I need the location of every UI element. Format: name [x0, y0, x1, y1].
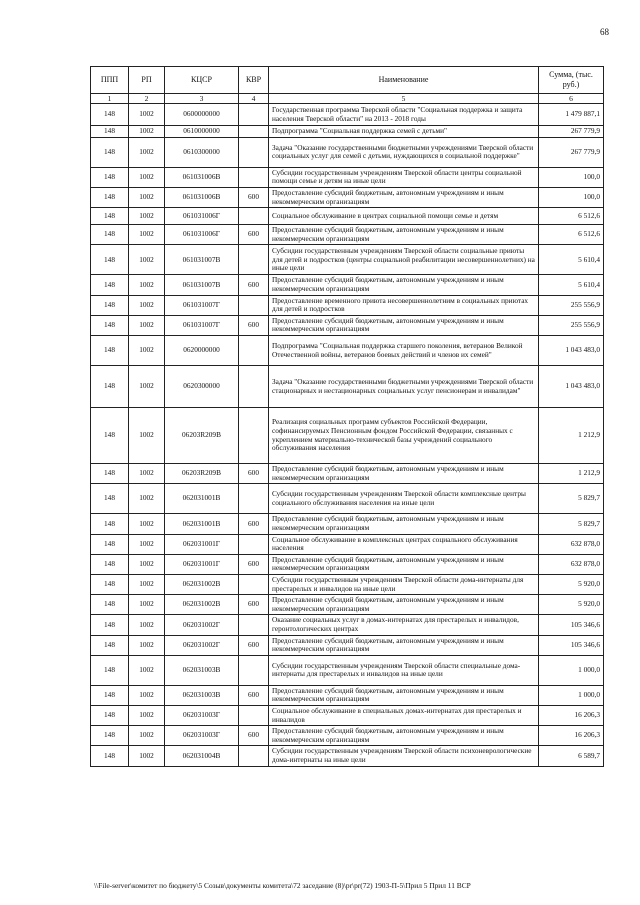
cell-kcsr: 0620000000 — [165, 336, 239, 366]
cell-kcsr: 061031006Г — [165, 208, 239, 225]
cell-kcsr: 062031003Г — [165, 726, 239, 746]
cell-kcsr: 061031007Г — [165, 315, 239, 335]
cell-name: Предоставление субсидий бюджетным, автономным учреждениям и иным некоммерческим организациям — [269, 275, 539, 295]
cell-kcsr: 062031003В — [165, 655, 239, 685]
column-number: 3 — [165, 94, 239, 104]
cell-sum: 16 206,3 — [539, 726, 604, 746]
cell-rp: 1002 — [129, 336, 165, 366]
cell-sum: 6 512,6 — [539, 225, 604, 245]
cell-kcsr: 062031001В — [165, 514, 239, 534]
cell-kvr: 600 — [239, 315, 269, 335]
cell-sum: 105 346,6 — [539, 635, 604, 655]
cell-kcsr: 062031002Г — [165, 615, 239, 635]
cell-rp: 1002 — [129, 137, 165, 167]
table-row — [91, 655, 604, 685]
cell-rp: 1002 — [129, 706, 165, 726]
column-number: 5 — [269, 94, 539, 104]
cell-kvr — [239, 126, 269, 138]
cell-ppp: 148 — [91, 655, 129, 685]
header-rp: РП — [129, 67, 165, 94]
cell-rp: 1002 — [129, 225, 165, 245]
cell-ppp: 148 — [91, 726, 129, 746]
cell-kcsr: 0610000000 — [165, 126, 239, 138]
cell-name: Предоставление субсидий бюджетным, автономным учреждениям и иным некоммерческим организациям — [269, 187, 539, 207]
table-row — [91, 336, 604, 366]
cell-rp: 1002 — [129, 126, 165, 138]
table-row — [91, 187, 604, 207]
table-row — [91, 464, 604, 484]
cell-sum: 6 589,7 — [539, 746, 604, 766]
cell-sum: 255 556,9 — [539, 295, 604, 315]
cell-name: Субсидии государственным учреждениям Тверской области дома-интернаты для престарелых и инвалидов на иные цели — [269, 574, 539, 594]
cell-kcsr: 062031002В — [165, 595, 239, 615]
cell-name: Субсидии государственным учреждениям Тверской области комплексные центры социального обслуживания населения на иные цели — [269, 484, 539, 514]
cell-name: Субсидии государственным учреждениям Тверской области психоневрологические дома-интернаты на иные цели — [269, 746, 539, 766]
table-header-row — [91, 67, 604, 94]
cell-ppp: 148 — [91, 104, 129, 126]
cell-ppp: 148 — [91, 137, 129, 167]
cell-rp: 1002 — [129, 408, 165, 464]
cell-kcsr: 0600000000 — [165, 104, 239, 126]
cell-kvr — [239, 408, 269, 464]
table-row — [91, 225, 604, 245]
cell-name: Оказание социальных услуг в домах-интернатах для престарелых и инвалидов, геронтологических центрах — [269, 615, 539, 635]
cell-kcsr: 062031002В — [165, 574, 239, 594]
cell-kvr: 600 — [239, 685, 269, 705]
column-number: 4 — [239, 94, 269, 104]
table-row — [91, 295, 604, 315]
cell-name: Субсидии государственным учреждениям Тверской области центры социальной помощи семье и детям на иные цели — [269, 167, 539, 187]
cell-sum: 5 920,0 — [539, 574, 604, 594]
cell-sum: 267 779,9 — [539, 126, 604, 138]
table-row — [91, 275, 604, 295]
cell-kcsr: 062031001Г — [165, 554, 239, 574]
cell-name: Социальное обслуживание в специальных домах-интернатах для престарелых и инвалидов — [269, 706, 539, 726]
cell-name: Предоставление субсидий бюджетным, автономным учреждениям и иным некоммерческим организациям — [269, 685, 539, 705]
cell-kvr — [239, 245, 269, 275]
table-row — [91, 104, 604, 126]
column-number: 1 — [91, 94, 129, 104]
table-row — [91, 137, 604, 167]
cell-kvr — [239, 484, 269, 514]
table-row — [91, 484, 604, 514]
column-number-row — [91, 94, 604, 104]
cell-name: Подпрограмма "Социальная поддержка семей с детьми" — [269, 126, 539, 138]
header-kcsr: КЦСР — [165, 67, 239, 94]
table-row — [91, 726, 604, 746]
cell-rp: 1002 — [129, 245, 165, 275]
cell-name: Социальное обслуживание в комплексных центрах социального обслуживания населения — [269, 534, 539, 554]
cell-ppp: 148 — [91, 336, 129, 366]
cell-kvr: 600 — [239, 275, 269, 295]
header-ppp: ППП — [91, 67, 129, 94]
cell-ppp: 148 — [91, 484, 129, 514]
cell-sum: 1 043 483,0 — [539, 366, 604, 408]
table-row — [91, 685, 604, 705]
cell-ppp: 148 — [91, 295, 129, 315]
cell-ppp: 148 — [91, 595, 129, 615]
cell-name: Предоставление субсидий бюджетным, автономным учреждениям и иным некоммерческим организациям — [269, 726, 539, 746]
table-row — [91, 554, 604, 574]
cell-kcsr: 062031003Г — [165, 706, 239, 726]
table-row — [91, 208, 604, 225]
cell-sum: 16 206,3 — [539, 706, 604, 726]
table-row — [91, 706, 604, 726]
cell-kcsr: 062031001Г — [165, 534, 239, 554]
cell-rp: 1002 — [129, 726, 165, 746]
header-sum: Сумма, (тыс. руб.) — [539, 67, 604, 94]
cell-kvr — [239, 336, 269, 366]
cell-rp: 1002 — [129, 534, 165, 554]
table-row — [91, 534, 604, 554]
cell-kcsr: 062031004В — [165, 746, 239, 766]
cell-rp: 1002 — [129, 514, 165, 534]
cell-ppp: 148 — [91, 167, 129, 187]
cell-kvr: 600 — [239, 514, 269, 534]
cell-name: Подпрограмма "Социальная поддержка старшего поколения, ветеранов Великой Отечественной войны, ветеранов боевых действий и членов их семей" — [269, 336, 539, 366]
table-row — [91, 167, 604, 187]
cell-ppp: 148 — [91, 574, 129, 594]
cell-name: Государственная программа Тверской области "Социальная поддержка и защита населения Тверской области" на 2013 - 2018 годы — [269, 104, 539, 126]
budget-table — [90, 66, 604, 767]
cell-ppp: 148 — [91, 408, 129, 464]
cell-sum: 1 212,9 — [539, 408, 604, 464]
cell-sum: 1 212,9 — [539, 464, 604, 484]
cell-name: Задача "Оказание государственными бюджетными учреждениями Тверской области социальных услуг для семей с детьми, нуждающихся в социальной поддержке" — [269, 137, 539, 167]
cell-sum: 1 000,0 — [539, 685, 604, 705]
table-row — [91, 514, 604, 534]
cell-kvr — [239, 574, 269, 594]
cell-kcsr: 06203R209В — [165, 464, 239, 484]
cell-sum: 632 878,0 — [539, 534, 604, 554]
column-number: 2 — [129, 94, 165, 104]
cell-rp: 1002 — [129, 595, 165, 615]
cell-ppp: 148 — [91, 514, 129, 534]
cell-kvr — [239, 746, 269, 766]
cell-ppp: 148 — [91, 635, 129, 655]
table-row — [91, 245, 604, 275]
cell-ppp: 148 — [91, 464, 129, 484]
cell-rp: 1002 — [129, 574, 165, 594]
header-kvr: КВР — [239, 67, 269, 94]
table-row — [91, 635, 604, 655]
cell-sum: 267 779,9 — [539, 137, 604, 167]
cell-name: Предоставление субсидий бюджетным, автономным учреждениям и иным некоммерческим организациям — [269, 225, 539, 245]
cell-ppp: 148 — [91, 554, 129, 574]
cell-ppp: 148 — [91, 187, 129, 207]
cell-sum: 5 610,4 — [539, 275, 604, 295]
cell-kvr: 600 — [239, 554, 269, 574]
cell-kcsr: 061031006Г — [165, 225, 239, 245]
cell-ppp: 148 — [91, 685, 129, 705]
cell-kvr: 600 — [239, 187, 269, 207]
cell-kvr: 600 — [239, 225, 269, 245]
cell-kvr — [239, 295, 269, 315]
cell-rp: 1002 — [129, 187, 165, 207]
cell-kcsr: 062031003В — [165, 685, 239, 705]
column-number: 6 — [539, 94, 604, 104]
cell-kcsr: 062031001В — [165, 484, 239, 514]
cell-kvr — [239, 706, 269, 726]
cell-ppp: 148 — [91, 315, 129, 335]
cell-name: Реализация социальных программ субъектов Российской Федерации, софинансируемых Пенсионным фондом Российской Федерации, связанных с укреплением материально-технической базы учреждений социального обслуживания населения — [269, 408, 539, 464]
cell-kcsr: 061031006В — [165, 167, 239, 187]
cell-sum: 632 878,0 — [539, 554, 604, 574]
cell-ppp: 148 — [91, 225, 129, 245]
table-row — [91, 408, 604, 464]
cell-sum: 5 829,7 — [539, 514, 604, 534]
cell-name: Предоставление субсидий бюджетным, автономным учреждениям и иным некоммерческим организациям — [269, 595, 539, 615]
cell-name: Предоставление субсидий бюджетным, автономным учреждениям и иным некоммерческим организациям — [269, 315, 539, 335]
table-row — [91, 595, 604, 615]
page-number: 68 — [600, 27, 609, 37]
cell-rp: 1002 — [129, 464, 165, 484]
cell-name: Социальное обслуживание в центрах социальной помощи семье и детям — [269, 208, 539, 225]
cell-rp: 1002 — [129, 295, 165, 315]
header-name: Наименование — [269, 67, 539, 94]
cell-kcsr: 06203R209В — [165, 408, 239, 464]
cell-name: Предоставление субсидий бюджетным, автономным учреждениям и иным некоммерческим организациям — [269, 514, 539, 534]
cell-sum: 1 000,0 — [539, 655, 604, 685]
cell-sum: 1 479 887,1 — [539, 104, 604, 126]
cell-sum: 255 556,9 — [539, 315, 604, 335]
cell-rp: 1002 — [129, 104, 165, 126]
cell-kcsr: 061031006В — [165, 187, 239, 207]
cell-kcsr: 061031007В — [165, 275, 239, 295]
cell-name: Задача "Оказание государственными бюджетными учреждениями Тверской области стационарных и нестационарных социальных услуг пенсионерам и инвалидам" — [269, 366, 539, 408]
cell-kvr — [239, 615, 269, 635]
cell-kvr — [239, 104, 269, 126]
cell-rp: 1002 — [129, 208, 165, 225]
cell-kcsr: 061031007В — [165, 245, 239, 275]
cell-ppp: 148 — [91, 534, 129, 554]
cell-rp: 1002 — [129, 635, 165, 655]
cell-rp: 1002 — [129, 167, 165, 187]
table-row — [91, 315, 604, 335]
cell-name: Субсидии государственным учреждениям Тверской области специальные дома-интернаты для престарелых и инвалидов на иные цели — [269, 655, 539, 685]
cell-sum: 100,0 — [539, 187, 604, 207]
cell-rp: 1002 — [129, 275, 165, 295]
cell-ppp: 148 — [91, 366, 129, 408]
cell-ppp: 148 — [91, 615, 129, 635]
cell-name: Субсидии государственным учреждениям Тверской области социальные приюты для детей и подростков (центры социальной реабилитации несовершеннолетних) на иные цели — [269, 245, 539, 275]
cell-rp: 1002 — [129, 366, 165, 408]
cell-rp: 1002 — [129, 554, 165, 574]
cell-rp: 1002 — [129, 315, 165, 335]
cell-kvr — [239, 366, 269, 408]
cell-name: Предоставление субсидий бюджетным, автономным учреждениям и иным некоммерческим организациям — [269, 554, 539, 574]
table-row — [91, 574, 604, 594]
cell-sum: 100,0 — [539, 167, 604, 187]
cell-kvr: 600 — [239, 726, 269, 746]
cell-kvr — [239, 167, 269, 187]
cell-kvr: 600 — [239, 464, 269, 484]
cell-sum: 6 512,6 — [539, 208, 604, 225]
cell-ppp: 148 — [91, 208, 129, 225]
cell-sum: 5 920,0 — [539, 595, 604, 615]
cell-kcsr: 0620300000 — [165, 366, 239, 408]
cell-name: Предоставление временного приюта несовершеннолетним в социальных приютах для детей и подростков — [269, 295, 539, 315]
table-row — [91, 746, 604, 766]
table-row — [91, 366, 604, 408]
cell-kvr — [239, 534, 269, 554]
cell-kvr: 600 — [239, 595, 269, 615]
cell-name: Предоставление субсидий бюджетным, автономным учреждениям и иным некоммерческим организациям — [269, 464, 539, 484]
cell-kvr — [239, 655, 269, 685]
table-row — [91, 615, 604, 635]
cell-kcsr: 062031002Г — [165, 635, 239, 655]
cell-ppp: 148 — [91, 275, 129, 295]
file-path-footer: \\File-server\комитет по бюджету\5 Созыв\документы комитета\72 заседание (8)\pr\pr(72) 1903-П-5\Прил 5 Прил 11 ВСР — [94, 881, 471, 890]
cell-sum: 5 829,7 — [539, 484, 604, 514]
table-row — [91, 126, 604, 138]
cell-kvr: 600 — [239, 635, 269, 655]
cell-kvr — [239, 208, 269, 225]
cell-kvr — [239, 137, 269, 167]
cell-rp: 1002 — [129, 685, 165, 705]
cell-rp: 1002 — [129, 615, 165, 635]
cell-rp: 1002 — [129, 484, 165, 514]
cell-kcsr: 061031007Г — [165, 295, 239, 315]
cell-sum: 105 346,6 — [539, 615, 604, 635]
cell-name: Предоставление субсидий бюджетным, автономным учреждениям и иным некоммерческим организациям — [269, 635, 539, 655]
cell-kcsr: 0610300000 — [165, 137, 239, 167]
cell-sum: 5 610,4 — [539, 245, 604, 275]
cell-sum: 1 043 483,0 — [539, 336, 604, 366]
cell-ppp: 148 — [91, 746, 129, 766]
cell-ppp: 148 — [91, 245, 129, 275]
cell-rp: 1002 — [129, 746, 165, 766]
cell-ppp: 148 — [91, 126, 129, 138]
cell-rp: 1002 — [129, 655, 165, 685]
cell-ppp: 148 — [91, 706, 129, 726]
